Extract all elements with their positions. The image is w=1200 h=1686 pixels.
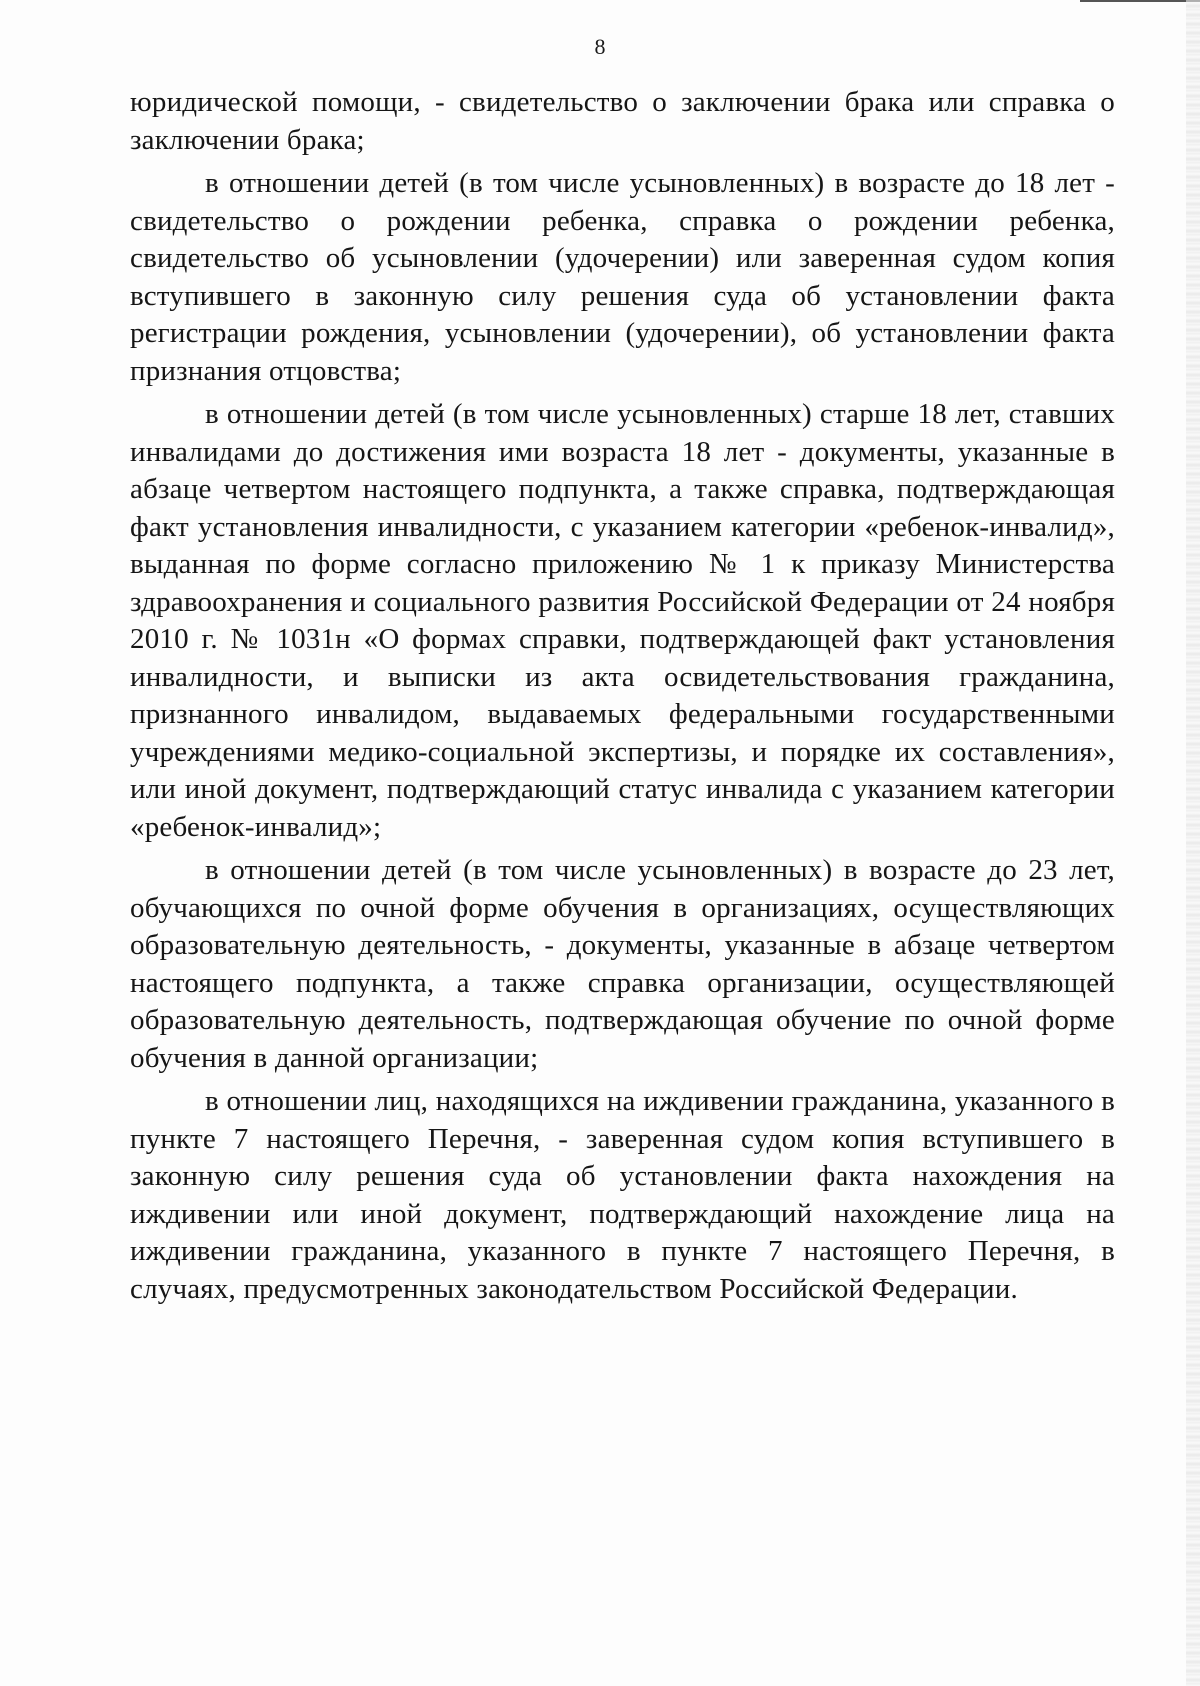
scan-top-line: [1080, 0, 1200, 2]
paragraph-1: юридической помощи, - свидетельство о заключении брака или справка о заключении брака;: [130, 86, 1115, 156]
paragraph-4: в отношении детей (в том числе усыновленных) в возрасте до 23 лет, обучающихся по очной форме обучения в организациях, осуществляющих образовательную деятельность, - документы, указанные в абзаце четвертом настоящего подпункта, а также справка организации, осуществляющей образовательную деятельность, подтверждающая обучение по очной форме обучения в данной организации;: [130, 854, 1115, 1074]
paragraph-5: в отношении лиц, находящихся на иждивении гражданина, указанного в пункте 7 настоящего Перечня, - заверенная судом копия вступившего в законную силу решения суда об установлении факта нахождения на иждивении или иной документ, подтверждающий нахождение лица на иждивении гражданина, указанного в пункте 7 настоящего Перечня, в случаях, предусмотренных законодательством Российской Федерации.: [130, 1085, 1115, 1305]
paragraph-3: в отношении детей (в том числе усыновленных) старше 18 лет, ставших инвалидами до достижения ими возраста 18 лет - документы, указанные в абзаце четвертом настоящего подпункта, а также справка, подтверждающая факт установления инвалидности, с указанием категории «ребенок-инвалид», выданная по форме согласно приложению № 1 к приказу Министерства здравоохранения и социального развития Российской Федерации от 24 ноября 2010 г. № 1031н «О формах справки, подтверждающей факт установления инвалидности, и выписки из акта освидетельствования гражданина, признанного инвалидом, выдаваемых федеральными государственными учреждениями медико-социальной экспертизы, и порядке их составления», или иной документ, подтверждающий статус инвалида с указанием категории «ребенок-инвалид»;: [130, 398, 1115, 843]
paragraph-2: в отношении детей (в том числе усыновленных) в возрасте до 18 лет - свидетельство о рождении ребенка, справка о рождении ребенка, свидетельство об усыновлении (удочерении) или заверенная судом копия вступившего в законную силу решения суда об установлении факта регистрации рождения, усыновлении (удочерении), об установлении факта признания отцовства;: [130, 167, 1115, 387]
document-body: [130, 84, 1115, 1314]
scan-edge-artifact: [1186, 0, 1200, 1686]
page-number: 8: [594, 34, 606, 59]
